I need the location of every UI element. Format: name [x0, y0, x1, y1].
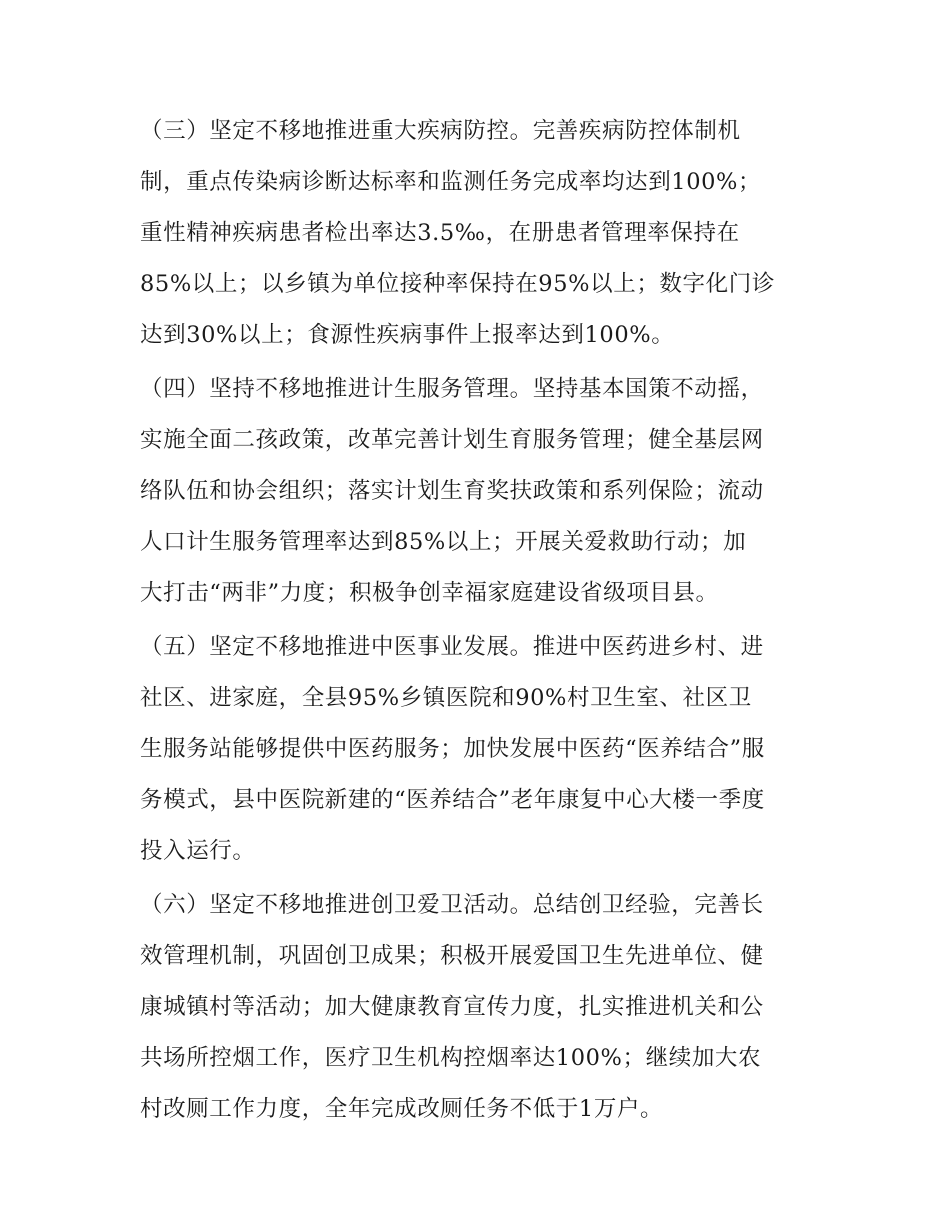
paragraph-section-6: [140, 880, 830, 1135]
paragraph-section-3: [140, 106, 830, 361]
text-line: 务模式，县中医院新建的“医养结合”老年康复中心大楼一季度: [140, 787, 765, 813]
text-line: 达到30%以上；食源性疾病事件上报率达到100%。: [140, 322, 675, 348]
text-line: 重性精神疾病患者检出率达3.5‰，在册患者管理率保持在: [140, 220, 740, 246]
text-line: （四）坚持不移地推进计生服务管理。坚持基本国策不动摇，: [140, 376, 764, 402]
paragraph-section-5: [140, 622, 830, 877]
text-line: 85%以上；以乡镇为单位接种率保持在95%以上；数字化门诊: [140, 271, 775, 297]
text-line: 村改厕工作力度，全年完成改厕任务不低于1万户。: [140, 1096, 664, 1122]
text-line: 康城镇村等活动；加大健康教育宣传力度，扎实推进机关和公: [140, 994, 764, 1020]
text-line: （五）坚定不移地推进中医事业发展。推进中医药进乡村、进: [140, 634, 764, 660]
text-line: 生服务站能够提供中医药服务；加快发展中医药“医养结合”服: [140, 736, 765, 762]
text-line: 社区、进家庭，全县95%乡镇医院和90%村卫生室、社区卫: [140, 685, 752, 711]
text-line: 实施全面二孩政策，改革完善计划生育服务管理；健全基层网: [140, 427, 764, 453]
paragraph-section-4: [140, 364, 830, 619]
text-line: 共场所控烟工作，医疗卫生机构控烟率达100%；继续加大农: [140, 1045, 762, 1071]
text-line: 投入运行。: [140, 838, 256, 864]
text-line: 人口计生服务管理率达到85%以上；开展关爱救助行动；加: [140, 529, 747, 555]
document-body: [140, 106, 830, 1138]
text-line: （三）坚定不移地推进重大疾病防控。完善疾病防控体制机: [140, 118, 741, 144]
text-line: 制，重点传染病诊断达标率和监测任务完成率均达到100%；: [140, 169, 762, 195]
text-line: 效管理机制，巩固创卫成果；积极开展爱国卫生先进单位、健: [140, 943, 764, 969]
text-line: 大打击“两非”力度；积极争创幸福家庭建设省级项目县。: [140, 580, 719, 606]
text-line: 络队伍和协会组织；落实计划生育奖扶政策和系列保险；流动: [140, 478, 764, 504]
text-line: （六）坚定不移地推进创卫爱卫活动。总结创卫经验，完善长: [140, 892, 764, 918]
